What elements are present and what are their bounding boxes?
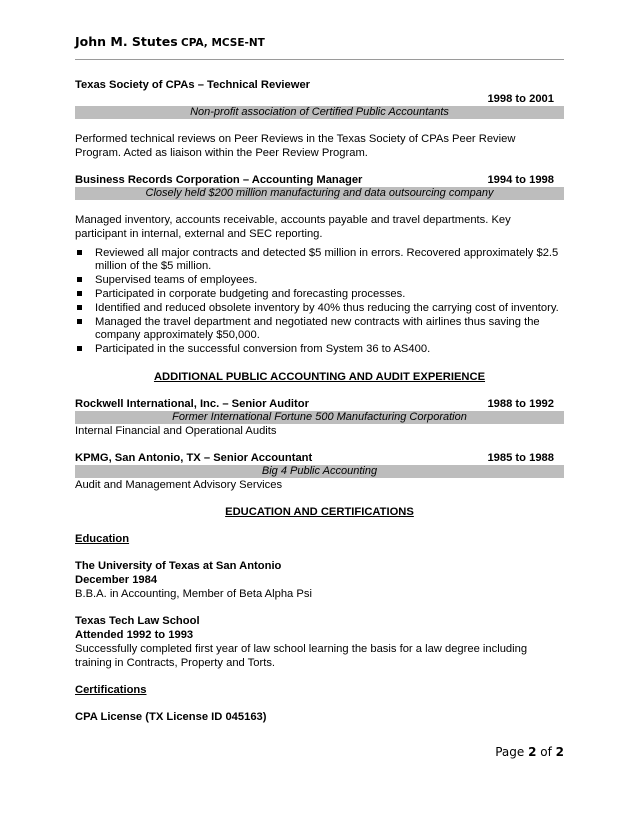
job-entry	[75, 78, 564, 160]
company-description-band: Big 4 Public Accounting	[75, 465, 564, 478]
company-description-band: Non-profit association of Certified Public Accountants	[75, 106, 564, 119]
job-title: Business Records Corporation – Accounting Manager	[75, 174, 363, 186]
list-item: Reviewed all major contracts and detected $5 million in errors. Recovered approximately $2.5 million of the $5 million.	[75, 247, 564, 273]
job-dates: 1998 to 2001	[487, 93, 554, 105]
footer-middle: of	[536, 745, 556, 759]
job-description: Internal Financial and Operational Audits	[75, 425, 277, 437]
education-detail: Successfully completed first year of law school learning the basis for a law degree including training in Contracts, Property and Torts.	[75, 643, 528, 669]
section-heading-additional-experience: ADDITIONAL PUBLIC ACCOUNTING AND AUDIT EXPERIENCE	[153, 371, 486, 383]
education-date: Attended 1992 to 1993	[75, 629, 194, 641]
job-title-row	[75, 397, 564, 411]
education-heading: Education	[75, 533, 130, 545]
education-entry	[75, 614, 564, 670]
resume-content	[75, 78, 564, 724]
education-entry	[75, 559, 564, 601]
job-description: Audit and Management Advisory Services	[75, 479, 283, 491]
school-name: Texas Tech Law School	[75, 615, 200, 627]
accomplishment-list	[75, 247, 564, 356]
school-name: The University of Texas at San Antonio	[75, 560, 282, 572]
page-footer	[400, 745, 564, 759]
footer-current-page: 2	[528, 745, 537, 759]
job-title: Rockwell International, Inc. – Senior Auditor	[75, 398, 309, 410]
list-item: Managed the travel department and negotiated new contracts with airlines thus saving the company approximately $50,000.	[75, 316, 564, 342]
footer-total-pages: 2	[555, 745, 564, 759]
company-description-band: Closely held $200 million manufacturing and data outsourcing company	[75, 187, 564, 200]
header-name: John M. Stutes	[75, 34, 178, 49]
bullet-square-icon	[77, 319, 82, 324]
job-dates: 1994 to 1998	[487, 174, 554, 186]
list-item: Participated in corporate budgeting and forecasting processes.	[75, 288, 564, 301]
bullet-square-icon	[77, 277, 82, 282]
list-item: Identified and reduced obsolete inventory by 40% thus reducing the carrying cost of inventory.	[75, 302, 564, 315]
job-title: KPMG, San Antonio, TX – Senior Accountant	[75, 452, 313, 464]
section-heading-education: EDUCATION AND CERTIFICATIONS	[225, 506, 414, 518]
list-item: Participated in the successful conversion from System 36 to AS400.	[75, 343, 564, 356]
certification-item: CPA License (TX License ID 045163)	[75, 711, 267, 723]
job-entry	[75, 451, 564, 492]
job-entry	[75, 173, 564, 356]
company-description-band: Former International Fortune 500 Manufacturing Corporation	[75, 411, 564, 424]
bullet-square-icon	[77, 291, 82, 296]
certifications-heading: Certifications	[75, 684, 147, 696]
bullet-square-icon	[77, 250, 82, 255]
education-detail: B.B.A. in Accounting, Member of Beta Alpha Psi	[75, 588, 312, 600]
header-divider	[75, 59, 564, 60]
job-dates: 1988 to 1992	[487, 398, 554, 410]
job-description: Performed technical reviews on Peer Reviews in the Texas Society of CPAs Peer Review Program. Acted as liaison within the Peer Review Program.	[75, 133, 516, 159]
job-entry	[75, 397, 564, 438]
job-title-row	[75, 451, 564, 465]
header-credentials: CPA, MCSE-NT	[181, 37, 265, 49]
job-title-row	[75, 78, 564, 92]
job-title-row	[75, 173, 564, 187]
job-dates: 1985 to 1988	[487, 452, 554, 464]
list-item: Supervised teams of employees.	[75, 274, 564, 287]
bullet-square-icon	[77, 346, 82, 351]
page-header	[75, 34, 564, 49]
bullet-square-icon	[77, 305, 82, 310]
job-title: Texas Society of CPAs – Technical Reviewer	[75, 79, 311, 91]
job-description: Managed inventory, accounts receivable, accounts payable and travel departments. Key participant in internal, external and SEC reporting.	[75, 214, 511, 240]
footer-prefix: Page	[495, 745, 529, 759]
education-date: December 1984	[75, 574, 158, 586]
